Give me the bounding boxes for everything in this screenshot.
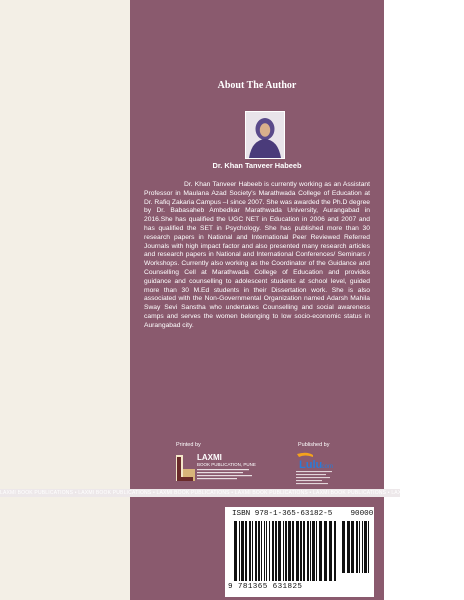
printed-by-label: Printed by (176, 442, 201, 448)
printer-subtitle: BOOK PUBLICATION, PUNE (197, 462, 256, 467)
printer-address-lines (197, 468, 257, 482)
author-photo (245, 111, 285, 159)
barcode-bars (234, 521, 336, 581)
author-name: Dr. Khan Tanveer Habeeb (212, 161, 302, 170)
author-bio: Dr. Khan Tanveer Habeeb is currently working as an Assistant Professor in Maulana Azad Society's Marathwada College of Education at Dr. Rafiq Zakaria Campus –I since 2007. She was awarded the Ph.D degree by Dr. Babasaheb Ambedkar Marathwada University, Aurangabad in 2016.She has qualified the UGC NET in Education in 2006 and 2007 and has qualified the SET in Psychology. She has published more than 30 research papers in National and International Peer Reviewed Referred Journals with high impact factor and also presented many research articles and research papers in National and International Conferences/ Seminars / Workshops. Currently also working as the Coordinator of the Guidance and Counselling Cell at Marathwada College of Education and provides guidance and counselling to adolescent students at school level, guided more than 30 M.Ed students in their Dissertation work. She is also associated with the Non-Governmental Organization named Adarsh Mahila Sway Sevi Sanstha who undertakes Counselling and social awareness camps and serves the women belonging to low socio-economic status in Aurangabad city. (144, 181, 371, 329)
laxmi-logo-icon (175, 453, 197, 488)
price-barcode-bars (342, 521, 370, 573)
page-edge (384, 0, 400, 600)
publisher-band: LAXMI BOOK PUBLICATIONS • LAXMI BOOK PUBLICATIONS • LAXMI BOOK PUBLICATIONS • LAXMI BOOK PUBLICATIONS • LAXMI BOOK PUBLICATIONS • LAXMI BOOK PUBLICATIONS (0, 490, 464, 496)
publisher-suffix: .com (320, 464, 334, 470)
isbn-barcode (225, 507, 374, 597)
barcode-digits: 9 781365 631825 (228, 583, 303, 591)
isbn-label: ISBN 978-1-365-63182-5 90000 (232, 510, 374, 518)
spine-edge (0, 0, 130, 600)
publisher-name: Lulu (299, 459, 323, 471)
printer-name: LAXMI (197, 453, 222, 462)
published-by-label: Published by (298, 442, 330, 448)
publisher-address-lines (296, 470, 346, 486)
about-author-title: About The Author (217, 80, 297, 91)
